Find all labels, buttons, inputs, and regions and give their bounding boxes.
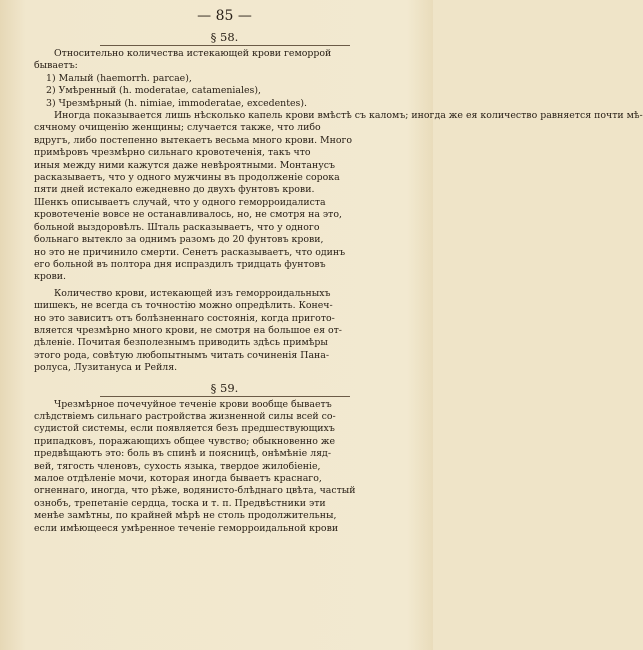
paragraph-2 [34, 288, 415, 375]
text-line: но это зависитъ отъ болѣзненнаго состоянія, когда пригото- [34, 312, 335, 324]
section-rule [100, 45, 350, 46]
text-line: бываетъ: [34, 60, 78, 72]
text-line: шишекъ, не всегда съ точностію можно опредѣлить. Конеч- [34, 300, 333, 312]
list-item: 1) Малый (haemorrh. parcae), [46, 72, 192, 84]
text-line: этого рода, совѣтую любопытнымъ читать сочиненія Пана- [34, 349, 330, 361]
section-heading-59: § 59. [210, 380, 239, 395]
text-line: иныя между ними кажутся даже невѣроятными. Монтанусъ [34, 159, 335, 171]
text-line: Иногда показывается лишь нѣсколько капель крови вмѣстѣ съ каломъ; иногда же ея количество равняется почти мѣ- [54, 110, 643, 122]
text-line: вдругъ, либо постепенно вытекаетъ весьма много крови. Много [34, 134, 353, 146]
text-line: ознобъ, трепетаніе сердца, тоска и т. п. Предвѣстники эти [34, 497, 326, 509]
text-line: больнаго вытекло за однимъ разомъ до 20 фунтовъ крови, [34, 234, 324, 246]
text-line: вей, тягость членовъ, сухость языка, твердое жилобіеніе, [34, 460, 321, 472]
text-line: слѣдствіемъ сильнаго растройства жизненной силы всей со- [34, 410, 336, 422]
text-line: огненнаго, иногда, что рѣже, водянисто-блѣднаго цвѣта, частый [34, 485, 356, 497]
text-line: вляется чрезмѣрно много крови, не смотря на большое ея от- [34, 324, 342, 336]
paragraph-3 [34, 399, 415, 535]
text-line: больной выздоровѣлъ. Шталь расказываетъ, что у одного [34, 221, 320, 233]
text-line: сячному очищенію женщины; случается также, что либо [34, 122, 321, 134]
text-line: расказываетъ, что у одного мужчины въ продолженіе сорока [34, 172, 340, 184]
text-line: его больной въ полтора дня испраздилъ тридцать фунтовъ [34, 258, 326, 270]
text-line: но это не причинило смерти. Сенетъ расказываетъ, что одинъ [34, 246, 346, 258]
text-line: малое отдѣленіе мочи, которая иногда бываетъ краснаго, [34, 473, 322, 484]
list-item: 2) Умѣренный (h. moderatae, catameniales), [46, 85, 261, 97]
page-number: — 85 — [197, 8, 252, 24]
section-rule [100, 396, 350, 397]
text-line: крови. [34, 271, 67, 283]
text-line: ролуса, Лузитануса и Рейля. [34, 362, 178, 374]
text-line: Шенкъ описываетъ случай, что у одного геморроидалиста [34, 196, 326, 208]
text-line: Количество крови, истекающей изъ геморроидальныхъ [54, 287, 331, 299]
text-line: предвѣщаютъ это: боль въ спинѣ и поясницѣ, онѣмѣніе ляд- [34, 448, 332, 460]
list-item: 3) Чрезмѣрный (h. nimiae, immoderatae, excedentes). [46, 97, 307, 109]
text-line: припадковъ, поражающихъ общее чувство; обыкновенно же [34, 435, 336, 447]
section-heading-58: § 58. [210, 30, 239, 44]
text-line: пяти дней истекало ежедневно до двухъ фунтовъ крови. [34, 184, 315, 196]
text-line: менѣе замѣтны, по крайней мѣрѣ не столь продолжительны, [34, 510, 337, 522]
intro-paragraph [34, 48, 415, 110]
text-line: Чрезмѣрное почечуйное теченіе крови вообще бываетъ [54, 398, 332, 410]
paragraph-1 [34, 110, 643, 284]
text-line: Относительно количества истекающей крови геморрой [54, 48, 332, 59]
text-line: примѣровъ чрезмѣрно сильнаго кровотеченія, такъ что [34, 147, 311, 159]
text-line: дѣленіе. Почитая безполезнымъ приводить здѣсь примѣры [34, 337, 328, 349]
text-line: если имѣющееся умѣренное теченіе геморроидальной крови [34, 522, 339, 534]
text-line: судистой системы, если появляется безъ предшествующихъ [34, 423, 335, 435]
text-line: кровотеченіе вовсе не останавливалось, но, не смотря на это, [34, 209, 342, 221]
